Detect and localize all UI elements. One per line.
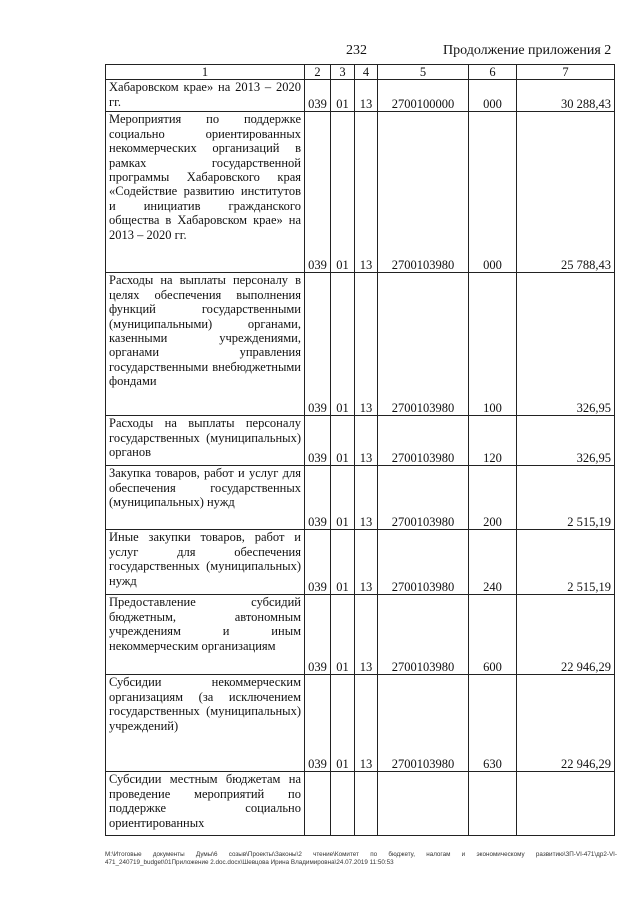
row-description: Расходы на выплаты персоналу в целях обеспечения выполнения функций государственными (муниципальными) органами, казенными учреждениями, органами управления государственными внебюджетными фондами xyxy=(106,273,305,416)
row-description: Расходы на выплаты персоналу государственных (муниципальных) органов xyxy=(106,416,305,466)
cell-ministry-code: 039 xyxy=(305,80,331,112)
cell-ministry-code xyxy=(305,772,331,836)
cell-section: 01 xyxy=(331,80,355,112)
cell-amount: 2 515,19 xyxy=(517,466,615,530)
table-row xyxy=(106,112,615,273)
cell-expense-type: 100 xyxy=(469,273,517,416)
cell-section: 01 xyxy=(331,675,355,772)
column-header: 3 xyxy=(331,65,355,80)
cell-target-article: 2700103980 xyxy=(378,595,469,675)
cell-target-article: 2700103980 xyxy=(378,273,469,416)
cell-expense-type xyxy=(469,772,517,836)
cell-subsection: 13 xyxy=(355,416,378,466)
cell-ministry-code: 039 xyxy=(305,595,331,675)
cell-subsection: 13 xyxy=(355,112,378,273)
cell-subsection: 13 xyxy=(355,273,378,416)
file-path-footer: M:\Итоговые документы Думы\6 созыв\Проекты\Законы\2 чтение\Комитет по бюджету, налогам и экономическому развитию\ЗП-VI-471\др2-VI-471_240719_budget\01Приложение 2.doc.docx\Шевцова Ирина Владимировна\24.07.2019 11:50:53 xyxy=(105,851,617,866)
cell-target-article: 2700103980 xyxy=(378,112,469,273)
cell-amount: 30 288,43 xyxy=(517,80,615,112)
cell-subsection: 13 xyxy=(355,80,378,112)
column-header: 1 xyxy=(106,65,305,80)
cell-target-article: 2700103980 xyxy=(378,675,469,772)
cell-target-article: 2700100000 xyxy=(378,80,469,112)
budget-table xyxy=(105,64,615,836)
cell-subsection xyxy=(355,772,378,836)
cell-ministry-code: 039 xyxy=(305,416,331,466)
page-number: 232 xyxy=(346,43,367,58)
cell-target-article: 2700103980 xyxy=(378,530,469,595)
cell-subsection: 13 xyxy=(355,595,378,675)
cell-expense-type: 120 xyxy=(469,416,517,466)
row-description: Иные закупки товаров, работ и услуг для обеспечения государственных (муниципальных) нужд xyxy=(106,530,305,595)
table-row xyxy=(106,80,615,112)
table-row xyxy=(106,416,615,466)
cell-target-article: 2700103980 xyxy=(378,466,469,530)
cell-subsection: 13 xyxy=(355,466,378,530)
cell-ministry-code: 039 xyxy=(305,273,331,416)
cell-amount: 25 788,43 xyxy=(517,112,615,273)
cell-amount xyxy=(517,772,615,836)
row-description: Закупка товаров, работ и услуг для обеспечения государственных (муниципальных) нужд xyxy=(106,466,305,530)
column-header: 4 xyxy=(355,65,378,80)
cell-expense-type: 630 xyxy=(469,675,517,772)
column-header: 5 xyxy=(378,65,469,80)
cell-section: 01 xyxy=(331,466,355,530)
column-number-row xyxy=(106,65,615,80)
cell-subsection: 13 xyxy=(355,530,378,595)
cell-amount: 22 946,29 xyxy=(517,675,615,772)
cell-amount: 326,95 xyxy=(517,273,615,416)
cell-expense-type: 000 xyxy=(469,112,517,273)
cell-ministry-code: 039 xyxy=(305,466,331,530)
cell-expense-type: 200 xyxy=(469,466,517,530)
row-description: Субсидии местным бюджетам на проведение мероприятий по поддержке социально ориентированных xyxy=(106,772,305,836)
cell-section: 01 xyxy=(331,416,355,466)
table-row xyxy=(106,273,615,416)
row-description: Хабаровском крае» на 2013 – 2020 гг. xyxy=(106,80,305,112)
cell-ministry-code: 039 xyxy=(305,530,331,595)
cell-amount: 2 515,19 xyxy=(517,530,615,595)
cell-expense-type: 240 xyxy=(469,530,517,595)
table-row xyxy=(106,466,615,530)
cell-amount: 326,95 xyxy=(517,416,615,466)
cell-ministry-code: 039 xyxy=(305,675,331,772)
cell-expense-type: 000 xyxy=(469,80,517,112)
column-header: 2 xyxy=(305,65,331,80)
row-description: Предоставление субсидий бюджетным, автономным учреждениям и иным некоммерческим организациям xyxy=(106,595,305,675)
cell-subsection: 13 xyxy=(355,675,378,772)
cell-section: 01 xyxy=(331,530,355,595)
cell-section: 01 xyxy=(331,595,355,675)
cell-section: 01 xyxy=(331,273,355,416)
row-description: Мероприятия по поддержке социально ориентированных некоммерческих организаций в рамках государственной программы Хабаровского края «Содействие развитию институтов и инициатив гражданского общества в Хабаровском крае» на 2013 – 2020 гг. xyxy=(106,112,305,273)
table-row xyxy=(106,595,615,675)
table-row xyxy=(106,530,615,595)
cell-amount: 22 946,29 xyxy=(517,595,615,675)
cell-section: 01 xyxy=(331,112,355,273)
cell-expense-type: 600 xyxy=(469,595,517,675)
cell-target-article: 2700103980 xyxy=(378,416,469,466)
continuation-label: Продолжение приложения 2 xyxy=(443,43,612,58)
table-row xyxy=(106,675,615,772)
cell-target-article xyxy=(378,772,469,836)
column-header: 6 xyxy=(469,65,517,80)
table-row xyxy=(106,772,615,836)
column-header: 7 xyxy=(517,65,615,80)
row-description: Субсидии некоммерческим организациям (за исключением государственных (муниципальных) учреждений) xyxy=(106,675,305,772)
cell-section xyxy=(331,772,355,836)
cell-ministry-code: 039 xyxy=(305,112,331,273)
